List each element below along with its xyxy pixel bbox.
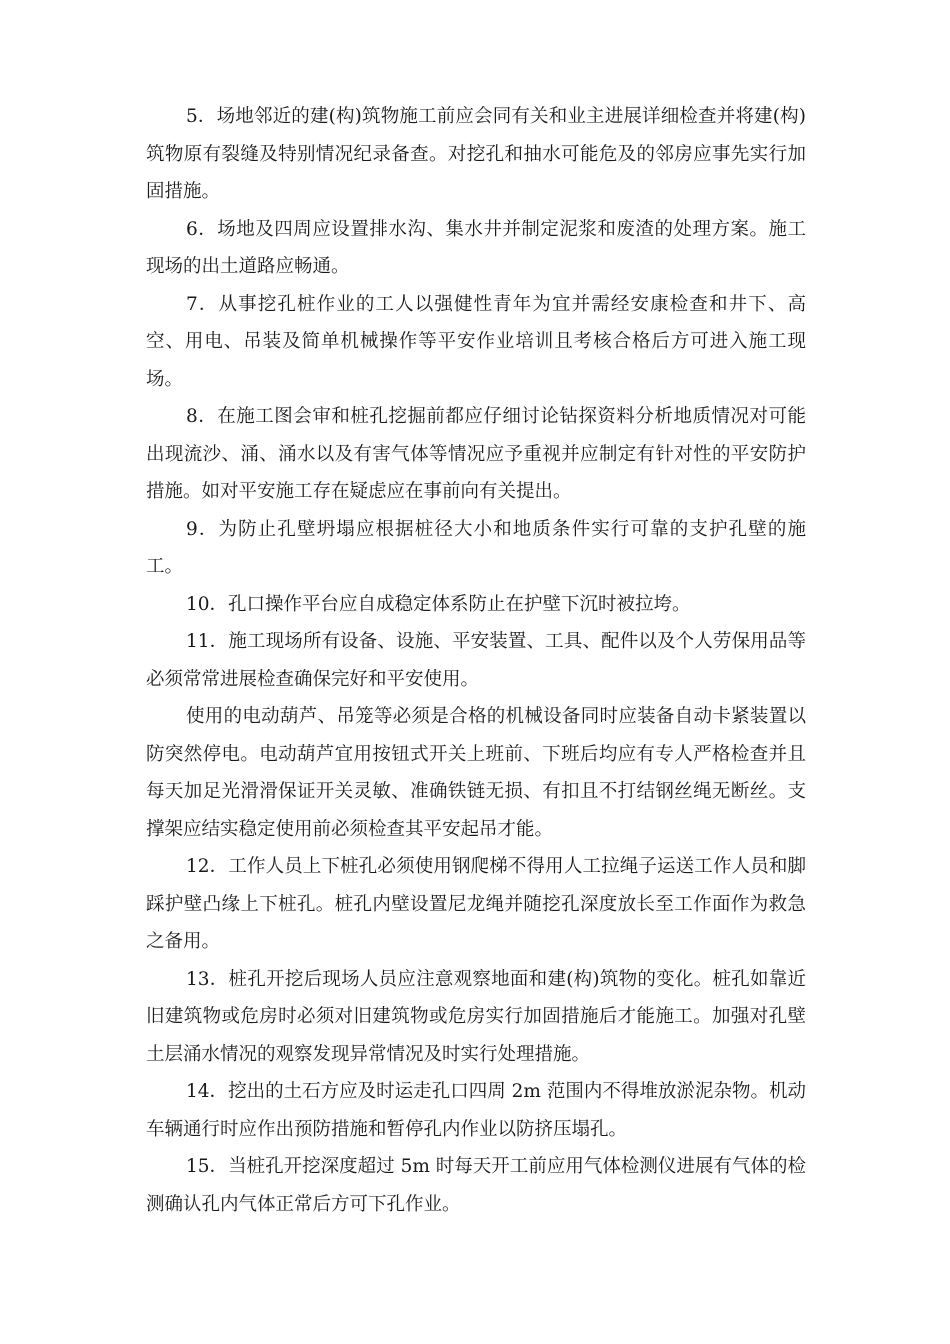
paragraph-item-8: 8．在施工图会审和桩孔挖掘前都应仔细讨论钻探资料分析地质情况对可能出现流沙、涌、涌水以及有害气体等情况应予重视并应制定有针对性的平安防护措施。如对平安施工存在疑虑应在事前向有关提出。 [146, 406, 806, 502]
paragraph-item-10: 10．孔口操作平台应自成稳定体系防止在护壁下沉时被拉垮。 [186, 593, 691, 615]
paragraph-item-14: 14．挖出的土石方应及时运走孔口四周 2m 范围内不得堆放淤泥杂物。机动车辆通行时应作出预防措施和暂停孔内作业以防挤压塌孔。 [146, 1081, 806, 1140]
paragraph-item-13: 13．桩孔开挖后现场人员应注意观察地面和建(构)筑物的变化。桩孔如靠近旧建筑物或危房时必须对旧建筑物或危房实行加固措施后才能施工。加强对孔壁土层涌水情况的观察发现异常情况及时实行处理措施。 [146, 968, 806, 1065]
paragraph-item-7: 7．从事挖孔桩作业的工人以强健性青年为宜并需经安康检查和井下、高空、用电、吊装及简单机械操作等平安作业培训且考核合格后方可进入施工现场。 [146, 293, 806, 390]
paragraph-item-12: 12．工作人员上下桩孔必须使用钢爬梯不得用人工拉绳子运送工作人员和脚踩护壁凸缘上下桩孔。桩孔内壁设置尼龙绳并随挖孔深度放长至工作面作为救急之备用。 [146, 856, 806, 952]
document-body [146, 98, 806, 1223]
paragraph-item-11-continued: 使用的电动葫芦、吊笼等必须是合格的机械设备同时应装备自动卡紧装置以防突然停电。电动葫芦宜用按钮式开关上班前、下班后均应有专人严格检查并且每天加足光滑滑保证开关灵敏、准确铁链无损、有扣且不打结钢丝绳无断丝。支撑架应结实稳定使用前必须检查其平安起吊才能。 [146, 706, 806, 840]
paragraph-item-11: 11．施工现场所有设备、设施、平安装置、工具、配件以及个人劳保用品等必须常常进展检查确保完好和平安使用。 [146, 631, 806, 690]
paragraph-item-9: 9．为防止孔壁坍塌应根据桩径大小和地质条件实行可靠的支护孔壁的施工。 [146, 518, 806, 577]
paragraph-item-6: 6．场地及四周应设置排水沟、集水井并制定泥浆和废渣的处理方案。施工现场的出土道路应畅通。 [146, 218, 806, 277]
paragraph-item-5: 5．场地邻近的建(构)筑物施工前应会同有关和业主进展详细检查并将建(构)筑物原有裂缝及特别情况纪录备查。对挖孔和抽水可能危及的邻房应事先实行加固措施。 [146, 106, 806, 202]
paragraph-item-15: 15．当桩孔开挖深度超过 5m 时每天开工前应用气体检测仪进展有气体的检测确认孔内气体正常后方可下孔作业。 [146, 1156, 806, 1215]
